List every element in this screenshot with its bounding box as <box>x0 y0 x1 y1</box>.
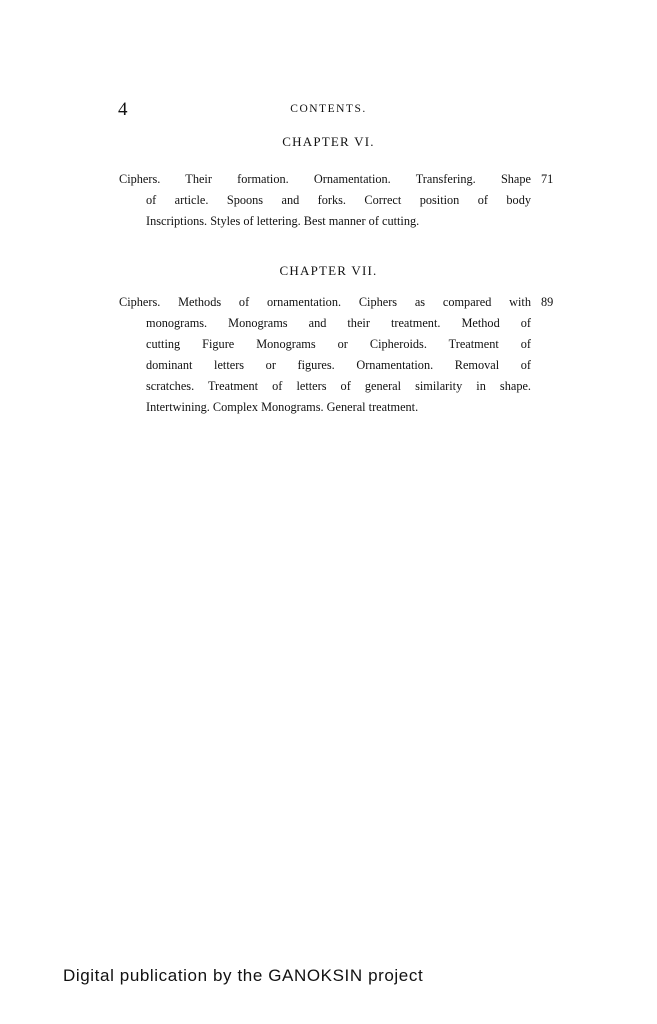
chapter-heading: CHAPTER VI. <box>282 134 375 149</box>
entry-line: scratches. Treatment of letters of general similarity in shape. <box>146 379 531 393</box>
entry-line: Ciphers. Methods of ornamentation. Ciphers as compared with <box>119 295 531 309</box>
page-number: 4 <box>118 99 128 120</box>
entry-line: monograms. Monograms and their treatment. Method of <box>146 316 531 330</box>
entry-line: Inscriptions. Styles of lettering. Best manner of cutting. <box>146 214 420 228</box>
entry-line: of article. Spoons and forks. Correct position of body <box>146 193 531 207</box>
contents-entry <box>119 169 531 232</box>
running-head: CONTENTS. <box>290 103 367 115</box>
entry-page-number: 71 <box>541 172 554 186</box>
contents-entry <box>119 292 531 418</box>
entry-line: cutting Figure Monograms or Cipheroids. Treatment of <box>146 337 531 351</box>
footer-credit: Digital publication by the GANOKSIN project <box>63 966 424 985</box>
chapter-heading: CHAPTER VII. <box>279 263 378 278</box>
entry-line: Ciphers. Their formation. Ornamentation. Transfering. Shape <box>119 172 531 186</box>
entry-line: Intertwining. Complex Monograms. General treatment. <box>146 400 419 414</box>
entry-page-number: 89 <box>541 295 554 309</box>
entry-line: dominant letters or figures. Ornamentation. Removal of <box>146 358 531 372</box>
